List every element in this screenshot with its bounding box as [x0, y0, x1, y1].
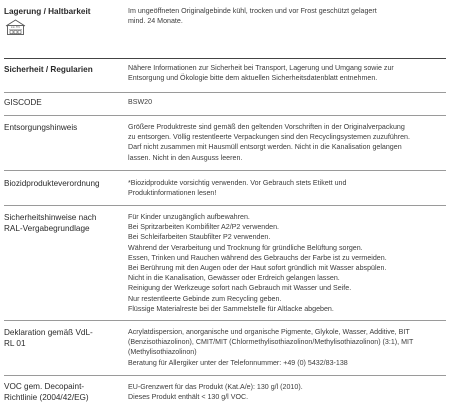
- text-line: Größere Produktreste sind gemäß den geltenden Vorschriften in der Originalverpackung: [128, 123, 405, 131]
- text-giscode: [128, 97, 446, 107]
- section-giscode: [4, 95, 446, 115]
- section-entsorgung: [4, 120, 446, 168]
- text-voc: [128, 382, 446, 402]
- list-item: Reinigung der Werkzeuge sofort nach Gebrauch mit Wasser und Seife.: [128, 284, 352, 293]
- text-line: (Methylisothiazolinon): [128, 348, 197, 357]
- text-line: Dieses Produkt enthält < 130 g/l VOC.: [128, 393, 249, 402]
- divider: [4, 375, 446, 376]
- list-item: Nicht in die Kanalisation, Gewässer oder Erdreich gelangen lassen.: [128, 274, 340, 283]
- section-deklaration: [4, 325, 446, 373]
- text-line: Beratung für Allergiker unter der Telefonnummer: +49 (0) 5432/83-138: [128, 358, 348, 367]
- label-voc: [4, 382, 122, 403]
- label-deklaration: [4, 328, 122, 349]
- divider: [4, 58, 446, 59]
- text-line: Darf nicht zusammen mit Hausmüll entsorgt werden. Nicht in die Kanalisation gelangen: [128, 143, 402, 152]
- label-line: VOC gem. Decopaint-: [4, 382, 85, 391]
- text-line: Acrylatdispersion, anorganische und organische Pigmente, Glykole, Wasser, Additive, BIT: [128, 328, 410, 336]
- text-line: EU-Grenzwert für das Produkt (Kat.A/e): 130 g/l (2010).: [128, 383, 303, 391]
- label-hinweise: [4, 213, 122, 234]
- section-hinweise: [4, 210, 446, 318]
- label-lagerung: Lagerung / Haltbarkeit: [4, 7, 91, 16]
- label-line: Deklaration gemäß VdL-: [4, 328, 93, 337]
- label-line: Sicherheitshinweise nach: [4, 213, 97, 222]
- divider: [4, 92, 446, 93]
- list-item: Bei Schleifarbeiten Staubfilter P2 verwenden.: [128, 233, 271, 242]
- section-voc: [4, 380, 446, 416]
- divider: [4, 205, 446, 206]
- list-item: Flüssige Materialreste bei der Sammelstelle für Altlacke abgeben.: [128, 304, 334, 313]
- text-line: Im ungeöffneten Originalgebinde kühl, trocken und vor Frost geschützt gelagert: [128, 7, 377, 15]
- text-line: (Benzisothiazolinon), CMIT/MIT (Chlormethylisothiazolinon/Methylisothiazolinon) (3:1), MIT: [128, 338, 414, 347]
- text-deklaration: [128, 327, 446, 368]
- section-lagerung: [4, 0, 446, 46]
- list-item: Während der Verarbeitung und Trocknung für gründliche Belüftung sorgen.: [128, 243, 363, 252]
- label-line: RAL-Vergabegrundlage: [4, 223, 90, 233]
- text-line: Entsorgung und Ökologie bitte dem aktuellen Sicherheitsdatenblatt entnehmen.: [128, 74, 378, 83]
- label-entsorgung: Entsorgungshinweis: [4, 123, 78, 132]
- text-hinweise: [128, 212, 446, 314]
- divider: [4, 320, 446, 321]
- text-line: *Biozidprodukte vorsichtig verwenden. Vor Gebrauch stets Etikett und: [128, 179, 347, 187]
- text-lagerung: [128, 6, 446, 26]
- text-line: mind. 24 Monate.: [128, 17, 183, 26]
- list-item: Für Kinder unzugänglich aufbewahren.: [128, 213, 250, 221]
- divider: [4, 170, 446, 171]
- text-line: zu entsorgen. Völlig restentleerte Verpackungen sind den Recyclingsystemen zuzuführen.: [128, 133, 410, 142]
- text-entsorgung: [128, 122, 446, 163]
- list-item: Nur restentleerte Gebinde zum Recycling geben.: [128, 294, 282, 303]
- list-item: Essen, Trinken und Rauchen während des Gebrauchs der Farbe ist zu vermeiden.: [128, 253, 387, 262]
- text-line: Nähere Informationen zur Sicherheit bei Transport, Lagerung und Umgang sowie zur: [128, 64, 394, 72]
- list-item: Bei Spritzarbeiten Kombifilter A2/P2 verwenden.: [128, 223, 280, 232]
- text-line: BSW20: [128, 98, 153, 106]
- list-item: Bei Berührung mit den Augen oder der Haut sofort gründlich mit Wasser abspülen.: [128, 264, 387, 273]
- label-biozid: Biozidprodukteverordnung: [4, 179, 100, 188]
- label-sicherheit: Sicherheit / Regularien: [4, 65, 93, 74]
- text-line: Produktinformationen lesen!: [128, 189, 217, 198]
- text-sicherheit: [128, 63, 446, 83]
- house-storage-icon: [5, 19, 26, 35]
- text-biozid: [128, 178, 446, 198]
- divider: [4, 115, 446, 116]
- icon-temperature-label: min. 5°C: [10, 26, 21, 30]
- label-line: Richtlinie (2004/42/EG): [4, 392, 89, 402]
- text-line: lassen. Nicht in den Ausguss leeren.: [128, 153, 243, 162]
- section-biozid: [4, 175, 446, 203]
- label-line: RL 01: [4, 338, 26, 348]
- label-giscode: GISCODE: [4, 98, 42, 107]
- section-sicherheit: [4, 62, 446, 88]
